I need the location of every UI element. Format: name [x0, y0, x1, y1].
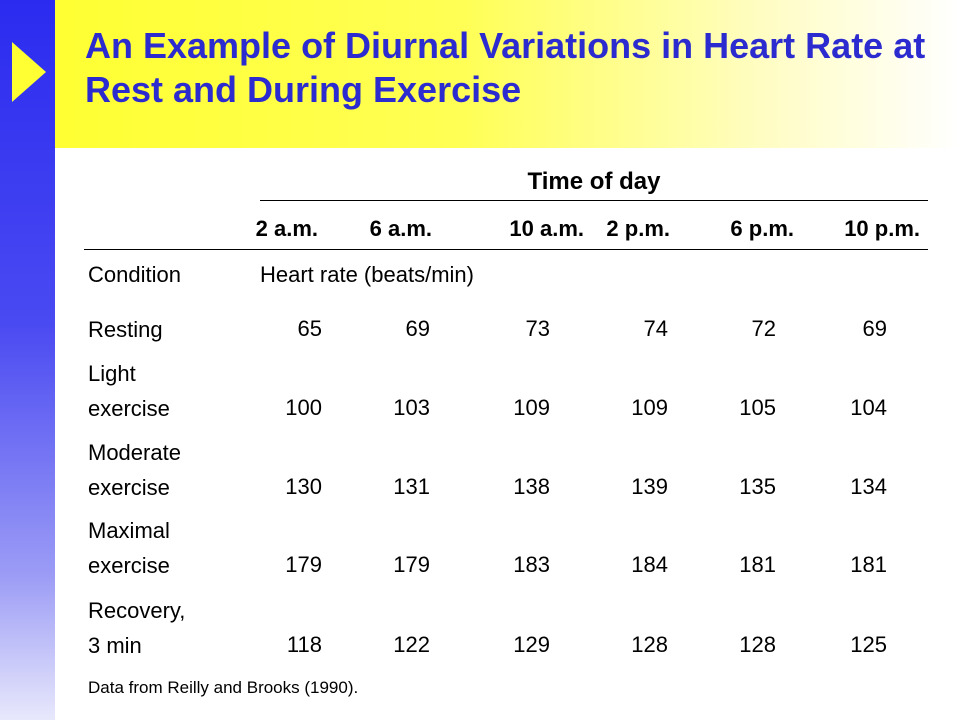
- table-cell: 138: [513, 474, 550, 499]
- table-cell: 109: [631, 395, 668, 420]
- row-label: [88, 312, 258, 347]
- table-cell: 69: [862, 316, 887, 341]
- row-label: [88, 593, 258, 663]
- table-cell: 104: [850, 395, 887, 420]
- table-cell: 69: [405, 316, 430, 341]
- play-arrow-icon: [12, 42, 46, 102]
- table-cell: 181: [850, 552, 887, 577]
- condition-header: Condition: [88, 262, 181, 287]
- row-label-line: exercise: [88, 475, 170, 500]
- table-cell: 122: [393, 632, 430, 657]
- table-cell: 73: [525, 316, 550, 341]
- table-cell: 179: [285, 552, 322, 577]
- table-cell: 181: [739, 552, 776, 577]
- row-label-line: 3 min: [88, 633, 142, 658]
- group-header: Time of day: [527, 168, 661, 195]
- table-cell: 118: [286, 632, 322, 657]
- row-label-line: exercise: [88, 553, 170, 578]
- table-cell: 129: [513, 632, 550, 657]
- footnote: Data from Reilly and Brooks (1990).: [88, 678, 359, 697]
- header-rule: [84, 249, 928, 250]
- row-label-line: Maximal: [88, 518, 170, 543]
- table-cell: 184: [631, 552, 668, 577]
- table-cell: 130: [285, 474, 322, 499]
- side-bar: [0, 0, 55, 720]
- table-cell: 131: [393, 474, 430, 499]
- row-label-line: Moderate: [88, 440, 181, 465]
- table-cell: 134: [850, 474, 887, 499]
- column-header: 6 p.m.: [730, 216, 794, 241]
- row-label: [88, 356, 258, 426]
- measure-header: Heart rate (beats/min): [260, 262, 474, 287]
- table-cell: 179: [393, 552, 430, 577]
- table-cell: 139: [631, 474, 668, 499]
- table-cell: 74: [643, 316, 668, 341]
- table-cell: 100: [285, 395, 322, 420]
- row-label-line: Resting: [88, 317, 163, 342]
- group-header-rule: [260, 200, 928, 201]
- column-header: 2 p.m.: [606, 216, 670, 241]
- table-cell: 183: [513, 552, 550, 577]
- row-label-line: Light: [88, 361, 136, 386]
- table-cell: 109: [513, 395, 550, 420]
- column-header: 10 a.m.: [509, 216, 584, 241]
- table-cell: 103: [393, 395, 430, 420]
- row-label: [88, 435, 258, 505]
- column-header: 6 a.m.: [369, 216, 432, 241]
- table-cell: 128: [739, 632, 776, 657]
- table-cell: 72: [751, 316, 776, 341]
- row-label-line: Recovery,: [88, 598, 186, 623]
- column-header: 10 p.m.: [844, 216, 920, 241]
- slide-title: An Example of Diurnal Variations in Heart Rate at Rest and During Exercise: [85, 25, 926, 110]
- table-cell: 105: [739, 395, 776, 420]
- table-cell: 65: [297, 316, 322, 341]
- table-cell: 128: [631, 632, 668, 657]
- column-header: 2 a.m.: [255, 216, 318, 241]
- table-cell: 135: [739, 474, 776, 499]
- row-label-line: exercise: [88, 396, 170, 421]
- table-cell: 125: [850, 632, 887, 657]
- row-label: [88, 513, 258, 583]
